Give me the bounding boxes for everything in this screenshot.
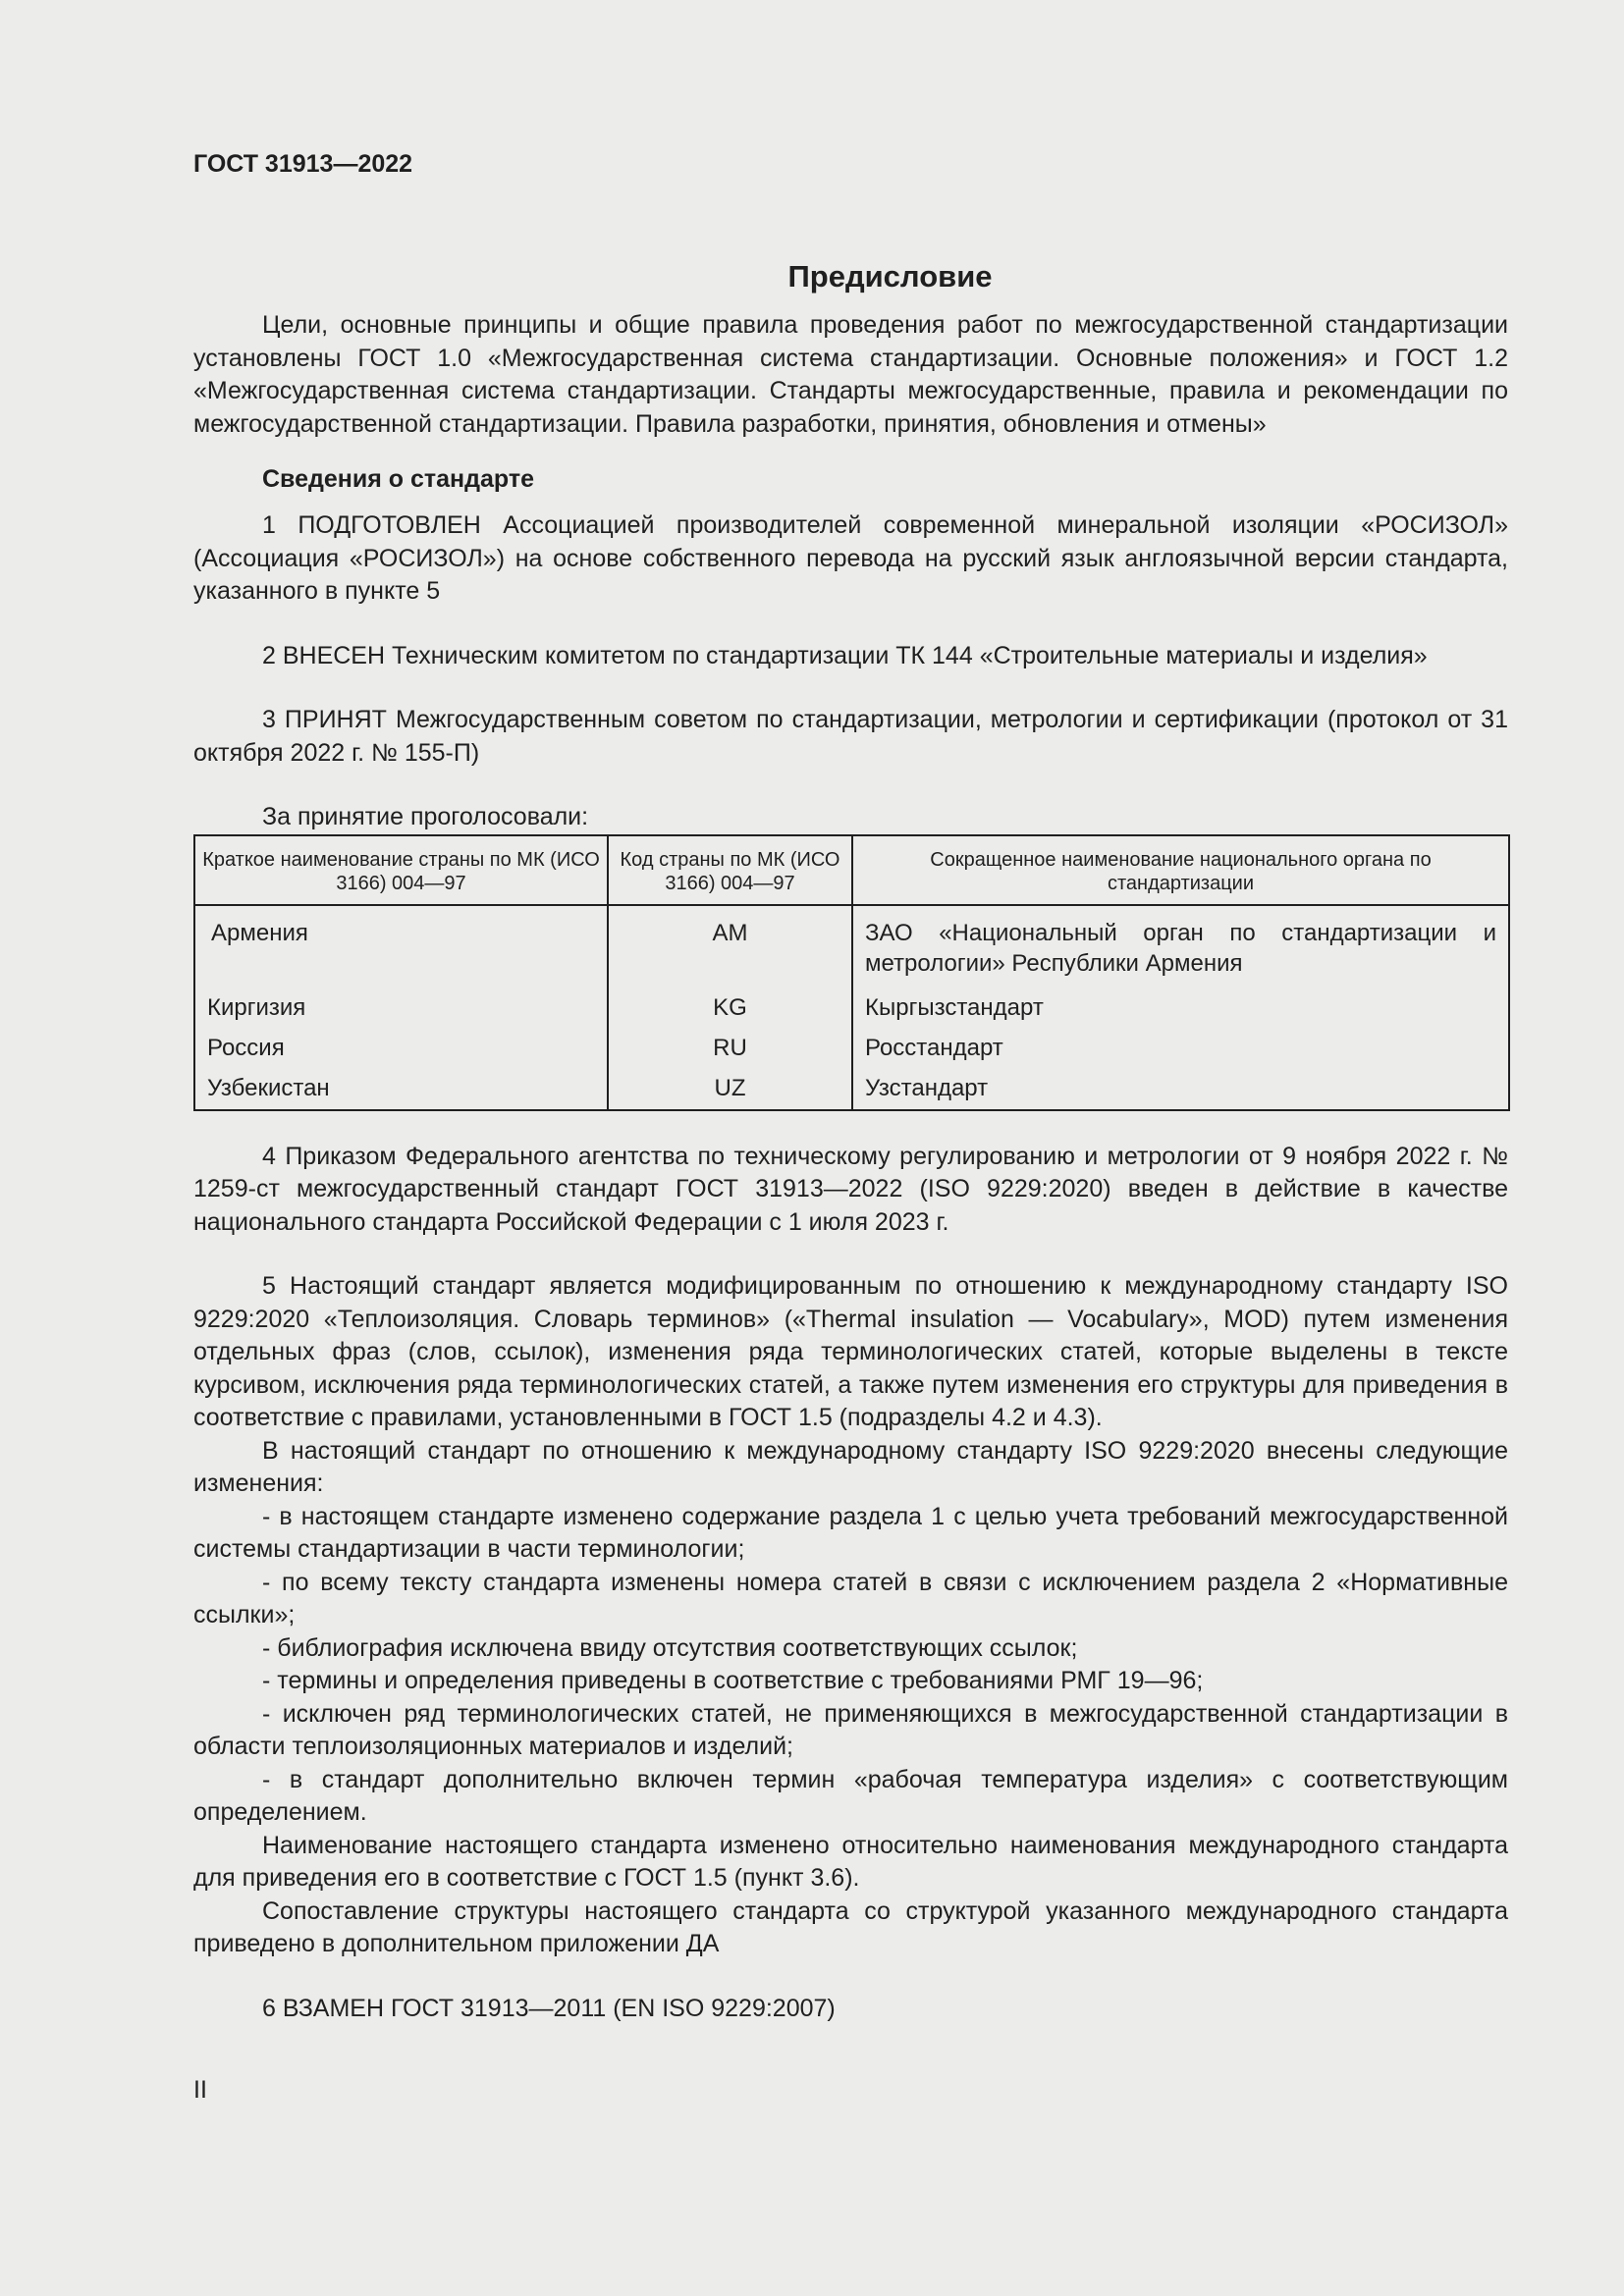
change-list-item: - библиография исключена ввиду отсутствия соответствующих ссылок; — [262, 1633, 1078, 1662]
code-cell: UZ — [608, 1063, 852, 1110]
item-5-structure-note: Сопоставление структуры настоящего стандарта со структурой указанного международного стандарта приведено в дополнительном приложении ДА — [193, 1896, 1508, 1957]
item-5-paragraph: 5 Настоящий стандарт является модифицированным по отношению к международному стандарту ISO 9229:2020 «Теплоизоляция. Словарь терминов» («Thermal insulation — Vocabulary», MOD) путем изменения отдельных фраз (слов, ссылок), изменения ряда терминологических статей, которые выделены в тексте курсивом, исключения ряда терминологических статей, а также путем изменения его структуры для приведения в соответствие с правилами, установленными в ГОСТ 1.5 (подразделы 4.2 и 4.3). — [193, 1272, 1508, 1431]
vote-caption: За принятие проголосовали: — [262, 803, 589, 830]
item-2-paragraph: 2 ВНЕСЕН Техническим комитетом по стандартизации ТК 144 «Строительные материалы и изделия» — [262, 641, 1428, 669]
table-row — [194, 1063, 1509, 1110]
item-5-name-note: Наименование настоящего стандарта изменено относительно наименования международного стандарта для приведения его в соответствие с ГОСТ 1.5 (пункт 3.6). — [193, 1831, 1508, 1892]
country-cell: Узбекистан — [194, 1063, 608, 1110]
country-cell: Россия — [194, 1023, 608, 1063]
document-code-header: ГОСТ 31913—2022 — [193, 150, 413, 178]
item-1-paragraph: 1 ПОДГОТОВЛЕН Ассоциацией производителей современной минеральной изоляции «РОСИЗОЛ» (Ассоциация «РОСИЗОЛ») на основе собственного перевода на русский язык англоязычной версии стандарта, указанного в пункте 5 — [193, 511, 1508, 605]
intro-paragraph: Цели, основные принципы и общие правила проведения работ по межгосударственной стандартизации установлены ГОСТ 1.0 «Межгосударственная система стандартизации. Основные положения» и ГОСТ 1.2 «Межгосударственная система стандартизации. Стандарты межгосударственные, правила и рекомендации по межгосударственной стандартизации. Правила разработки, принятия, обновления и отмены» — [193, 311, 1508, 438]
code-cell: RU — [608, 1023, 852, 1063]
org-cell: ЗАО «Национальный орган по стандартизации и метрологии» Республики Армения — [852, 905, 1509, 983]
page-number: II — [193, 2076, 207, 2104]
item-3-paragraph: 3 ПРИНЯТ Межгосударственным советом по стандартизации, метрологии и сертификации (протокол от 31 октября 2022 г. № 155-П) — [193, 706, 1508, 767]
change-list-item: - в стандарт дополнительно включен термин «рабочая температура изделия» с соответствующим определением. — [193, 1765, 1508, 1826]
change-list-item: - исключен ряд терминологических статей, не применяющихся в межгосударственной стандартизации в области теплоизоляционных материалов и изделий; — [193, 1699, 1508, 1760]
section-heading: Сведения о стандарте — [262, 465, 535, 493]
org-cell: Кыргызстандарт — [852, 983, 1509, 1023]
table-row — [194, 1023, 1509, 1063]
header-national-body: Сокращенное наименование национального органа по стандартизации — [852, 835, 1509, 905]
header-country-name: Краткое наименование страны по МК (ИСО 3166) 004—97 — [194, 835, 608, 905]
page-content — [193, 147, 1508, 2025]
country-cell: Армения — [194, 905, 608, 983]
item-5-changes-intro: В настоящий стандарт по отношению к международному стандарту ISO 9229:2020 внесены следующие изменения: — [193, 1436, 1508, 1497]
header-country-code: Код страны по МК (ИСО 3166) 004—97 — [608, 835, 852, 905]
item-6-paragraph: 6 ВЗАМЕН ГОСТ 31913—2011 (EN ISO 9229:2007) — [262, 1994, 836, 2022]
table-row — [194, 905, 1509, 983]
country-cell: Киргизия — [194, 983, 608, 1023]
table-row — [194, 983, 1509, 1023]
item-4-paragraph: 4 Приказом Федерального агентства по техническому регулированию и метрологии от 9 ноября 2022 г. № 1259-ст межгосударственный стандарт ГОСТ 31913—2022 (ISO 9229:2020) введен в действие в качестве национального стандарта Российской Федерации с 1 июля 2023 г. — [193, 1142, 1508, 1236]
code-cell: KG — [608, 983, 852, 1023]
vote-table-header-row — [194, 835, 1509, 905]
page-title: Предисловие — [787, 259, 993, 294]
code-cell: AM — [608, 905, 852, 983]
change-list-item: - в настоящем стандарте изменено содержание раздела 1 с целью учета требований межгосударственной системы стандартизации в части терминологии; — [193, 1502, 1508, 1563]
org-cell: Узстандарт — [852, 1063, 1509, 1110]
change-list-item: - по всему тексту стандарта изменены номера статей в связи с исключением раздела 2 «Нормативные ссылки»; — [193, 1568, 1508, 1629]
org-cell: Росстандарт — [852, 1023, 1509, 1063]
vote-table — [193, 834, 1510, 1111]
change-list-item: - термины и определения приведены в соответствие с требованиями РМГ 19—96; — [262, 1667, 1204, 1694]
